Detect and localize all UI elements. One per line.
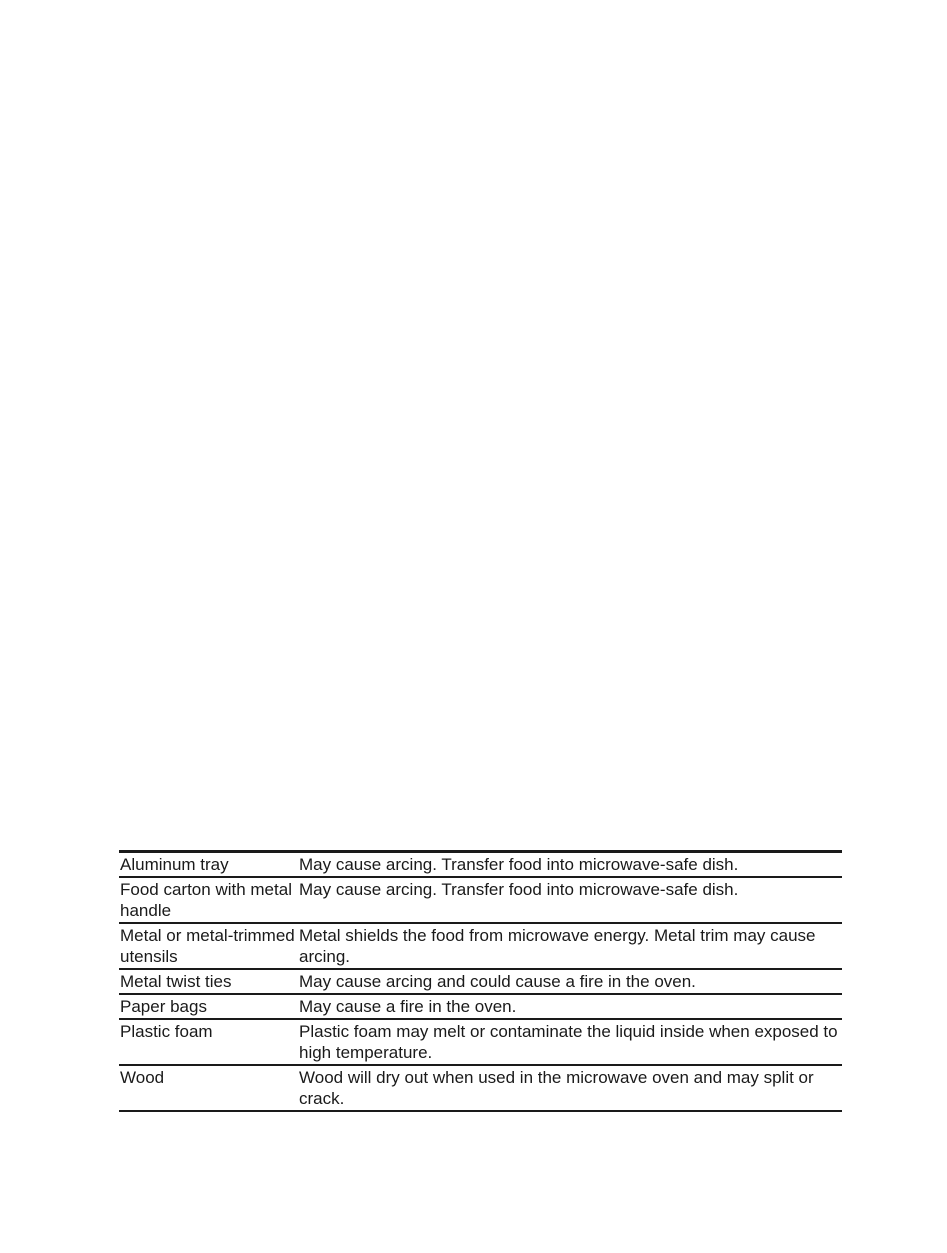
material-name: Aluminum tray <box>120 855 229 874</box>
material-name: Paper bags <box>119 994 299 1019</box>
material-name: Wood <box>119 1065 299 1111</box>
material-name: Metal twist ties <box>119 969 299 994</box>
material-name: Metal or metal-trimmed utensils <box>119 923 299 969</box>
material-note: May cause arcing. Transfer food into microwave-safe dish. <box>299 855 739 874</box>
table-row <box>119 923 842 969</box>
material-name: Food carton with metal handle <box>119 877 299 923</box>
material-note: Metal shields the food from microwave energy. Metal trim may cause arcing. <box>299 923 842 969</box>
material-note: May cause arcing and could cause a fire in the oven. <box>299 969 842 994</box>
table-row <box>119 969 842 994</box>
table-row <box>119 1065 842 1111</box>
material-note: Plastic foam may melt or contaminate the liquid inside when exposed to high temperature. <box>299 1019 842 1065</box>
materials-table <box>119 850 842 1112</box>
table-row <box>119 877 842 923</box>
material-name: Plastic foam <box>119 1019 299 1065</box>
table-row <box>119 994 842 1019</box>
table-row <box>119 852 842 878</box>
table-row <box>119 1019 842 1065</box>
material-note: Wood will dry out when used in the microwave oven and may split or crack. <box>299 1065 842 1111</box>
material-note: May cause a fire in the oven. <box>299 994 842 1019</box>
material-note: May cause arcing. Transfer food into microwave-safe dish. <box>299 877 842 923</box>
